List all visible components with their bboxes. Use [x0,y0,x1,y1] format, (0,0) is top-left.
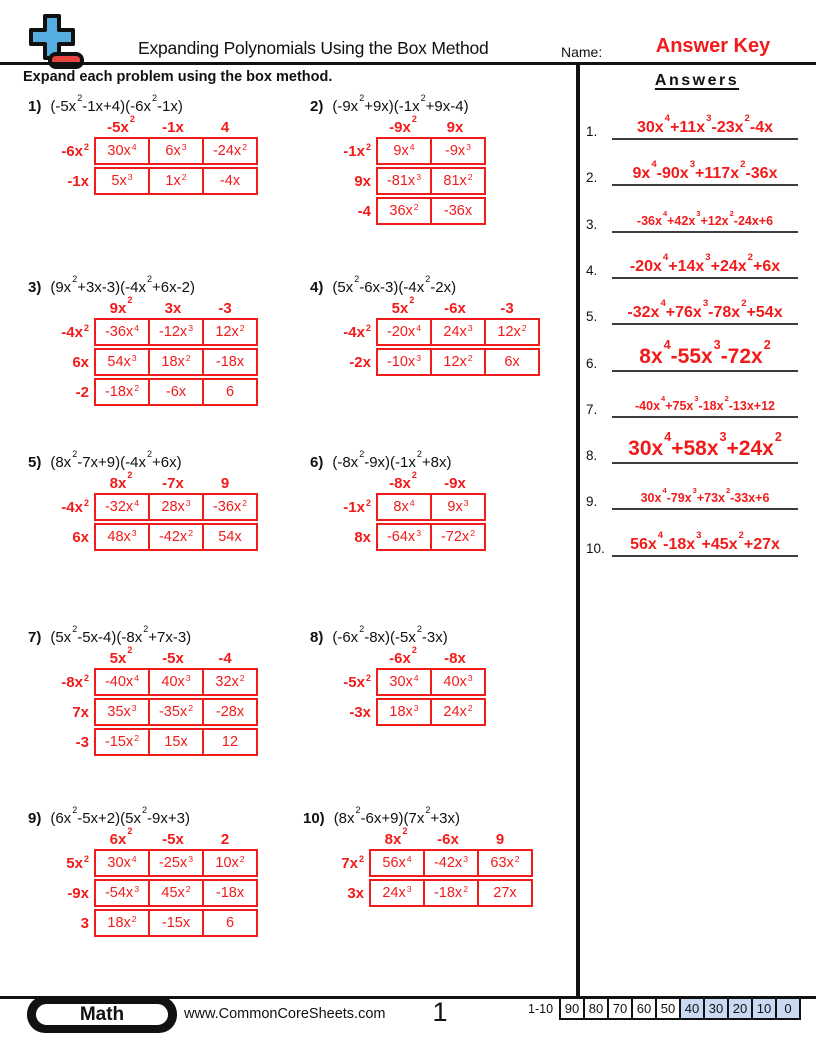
column-header: -8x [444,650,466,667]
answer-blank-line [612,113,798,140]
table-row [330,167,486,195]
box-method-table [48,113,258,195]
table-row [48,698,258,726]
score-box-70: 70 [607,997,633,1020]
product-cell: 24x $^3$ [369,879,425,907]
product-cell: 30x $^4$ [94,849,150,877]
product-cell: -81x $^3$ [376,167,432,195]
column-header: $-8x^2$ [389,469,417,492]
product-cell: -28x [202,698,258,726]
row-header: 6x [72,353,89,371]
product-cell: -72x $^2$ [430,523,486,551]
problem-statement [310,92,486,115]
product-cell: 54x $^3$ [94,348,150,376]
problem-statement [28,448,258,471]
column-header: $-6x^2$ [389,644,417,667]
product-cell: -18x $^2$ [423,879,479,907]
name-label: Name: [561,44,603,60]
product-cell: 81x $^2$ [430,167,486,195]
column-header-row [330,469,486,492]
product-cell: 24x $^2$ [430,698,486,726]
product-cell: -25x $^3$ [148,849,204,877]
answer-blank-line [612,298,798,325]
box-method-table [48,644,258,756]
product-cell: 45x $^2$ [148,879,204,907]
column-header-row [48,825,258,848]
answer-number: 7. [586,402,598,417]
score-box-50: 50 [655,997,681,1020]
corner-spacer [323,831,369,848]
problem-number: 3) [28,279,42,296]
box-method-table [330,294,540,376]
score-box-80: 80 [583,997,609,1020]
corner-spacer [330,475,376,492]
row-header: -4 [357,202,371,220]
table-row [48,378,258,406]
product-cell: 12x $^2$ [430,348,486,376]
product-cell: 6 [202,378,258,406]
row-header: -4x $^2$ [343,322,371,341]
problem-7 [28,623,258,756]
answer-value: $8x^4-55x^3-72x^2$ [639,338,771,368]
column-header: -5x [162,831,184,848]
row-header: 5x $^2$ [66,853,89,872]
problem-number: 5) [28,454,42,471]
table-row [48,137,258,165]
column-header-row [323,825,533,848]
row-header: 9x [354,172,371,190]
score-box-30: 30 [703,997,729,1020]
problem-statement [28,273,258,296]
answer-number: 8. [586,448,598,463]
column-header-row [330,294,540,317]
column-header: 9 [495,831,505,848]
problem-statement [310,448,486,471]
column-header: $5x^2$ [391,294,415,317]
column-header: -3 [218,300,232,317]
row-header: -1x [67,172,89,190]
problem-8 [310,623,486,726]
answers-heading: Answers [654,72,740,89]
problem-statement [28,804,258,827]
product-cell: -36x $^4$ [94,318,150,346]
score-range-label: 1-10 [528,1001,554,1016]
problem-number: 4) [310,279,324,296]
column-header: -1x [162,119,184,136]
problem-10 [303,804,533,907]
table-row [323,849,533,877]
table-row [330,197,486,225]
answer-value: $-40x^4+75x^3-18x^2-13x+12$ [635,394,775,413]
answer-value: $-36x^4+42x^3+12x^2-24x+6$ [636,209,774,228]
column-header: $-5x^2$ [107,113,135,136]
answer-number: 4. [586,263,598,278]
table-row [330,493,486,521]
score-box-40: 40 [679,997,705,1020]
table-row [48,318,258,346]
problem-number: 2) [310,98,324,115]
answer-10 [586,531,798,557]
corner-spacer [48,119,94,136]
table-row [48,879,258,907]
box-method-table [48,294,258,406]
answer-value: $9x^4-90x^3+117x^2-36x$ [632,159,778,182]
problem-number: 6) [310,454,324,471]
problem-number: 8) [310,629,324,646]
product-cell: -36x [430,197,486,225]
table-row [330,698,486,726]
box-method-table [330,644,486,726]
problem-statement [310,273,540,296]
table-row [48,728,258,756]
product-cell: -40x $^4$ [94,668,150,696]
product-cell: -18x $^2$ [94,378,150,406]
answer-number: 10. [586,541,605,556]
problem-6 [310,448,486,551]
problem-9 [28,804,258,937]
product-cell: 6 [202,909,258,937]
table-row [48,493,258,521]
product-cell: 12 [202,728,258,756]
column-header: -6x [444,300,466,317]
problem-expression: $(-5x^2-1x+4)(-6x^2-1x)$ [50,92,183,115]
product-cell: -24x $^2$ [202,137,258,165]
product-cell: 35x $^3$ [94,698,150,726]
column-header: $-9x^2$ [389,113,417,136]
product-cell: 30x $^4$ [376,668,432,696]
table-row [48,849,258,877]
column-header-row [330,644,486,667]
product-cell: -35x $^2$ [148,698,204,726]
answer-blank-line [612,394,798,418]
row-header: -4x $^2$ [61,322,89,341]
corner-spacer [330,300,376,317]
answer-blank-line [612,486,798,510]
corner-spacer [330,119,376,136]
score-box-10: 10 [751,997,777,1020]
product-cell: 27x [477,879,533,907]
column-header-row [48,644,258,667]
subject-badge [27,996,177,1033]
answer-blank-line [612,338,798,372]
row-header: -8x $^2$ [61,672,89,691]
answer-number: 1. [586,124,598,139]
product-cell: 6x $^3$ [148,137,204,165]
box-method-table [323,825,533,907]
product-cell: -10x $^3$ [376,348,432,376]
row-header: -1x $^2$ [343,497,371,516]
answer-4 [586,253,798,279]
row-header: 7x $^2$ [341,853,364,872]
problem-expression: $(-6x^2-8x)(-5x^2-3x)$ [332,623,448,646]
box-method-table [48,469,258,551]
row-header: -3 [75,733,89,751]
column-header: 2 [220,831,230,848]
problem-expression: $(9x^2+3x-3)(-4x^2+6x-2)$ [50,273,195,296]
answer-blank-line [612,252,798,279]
row-header: -6x $^2$ [61,141,89,160]
product-cell: -32x $^4$ [94,493,150,521]
answer-8 [586,430,798,464]
product-cell: 18x $^2$ [94,909,150,937]
product-cell: 8x $^4$ [376,493,432,521]
page-number: 1 [432,997,448,1027]
problem-number: 7) [28,629,42,646]
problem-expression: $(-8x^2-9x)(-1x^2+8x)$ [332,448,452,471]
answer-number: 9. [586,494,598,509]
table-row [48,348,258,376]
score-box-60: 60 [631,997,657,1020]
product-cell: -9x $^3$ [430,137,486,165]
product-cell: 18x $^2$ [148,348,204,376]
row-header: -5x $^2$ [343,672,371,691]
product-cell: 54x [202,523,258,551]
score-box-20: 20 [727,997,753,1020]
row-header: -9x [67,884,89,902]
answer-blank-line [612,209,798,233]
problem-4 [310,273,540,376]
column-header-row [48,294,258,317]
answer-5 [586,299,798,325]
table-row [330,668,486,696]
row-header: -2x [349,353,371,371]
table-row [330,137,486,165]
corner-spacer [48,650,94,667]
product-cell: -42x $^2$ [148,523,204,551]
column-header: -5x [162,650,184,667]
column-header-row [48,113,258,136]
row-header: 6x [72,528,89,546]
problem-expression: $(-9x^2+9x)(-1x^2+9x-4)$ [332,92,469,115]
product-cell: -15x [148,909,204,937]
table-row [48,909,258,937]
product-cell: 9x $^4$ [376,137,432,165]
table-row [323,879,533,907]
column-header: -9x [444,475,466,492]
corner-spacer [330,650,376,667]
table-row [48,167,258,195]
product-cell: 15x [148,728,204,756]
problem-1 [28,92,258,195]
score-strip [528,997,801,1020]
column-header: 3x [164,300,182,317]
answer-key-text: Answer Key [655,35,771,57]
answer-6 [586,338,798,372]
score-box-0: 0 [775,997,801,1020]
product-cell: 5x $^3$ [94,167,150,195]
answer-blank-line [612,430,798,464]
corner-spacer [48,831,94,848]
score-box-90: 90 [559,997,585,1020]
product-cell: -15x $^2$ [94,728,150,756]
problem-statement [303,804,533,827]
answer-number: 3. [586,217,598,232]
answer-number: 6. [586,356,598,371]
problem-2 [310,92,486,225]
product-cell: 18x $^3$ [376,698,432,726]
column-header: $8x^2$ [109,469,133,492]
column-header: $6x^2$ [109,825,133,848]
problem-expression: $(6x^2-5x+2)(5x^2-9x+3)$ [50,804,190,827]
problem-number: 1) [28,98,42,115]
page-title: Expanding Polynomials Using the Box Method [138,38,489,58]
product-cell: 12x $^2$ [484,318,540,346]
column-header: 9x [446,119,464,136]
product-cell: -64x $^3$ [376,523,432,551]
product-cell: -18x [202,348,258,376]
row-header: 3 [80,914,89,932]
instruction-text: Expand each problem using the box method. [23,69,333,85]
problem-3 [28,273,258,406]
product-cell: 9x $^3$ [430,493,486,521]
product-cell: 28x $^3$ [148,493,204,521]
answer-value: $30x^4-79x^3+73x^2-33x+6$ [640,486,770,505]
problem-number: 10) [303,810,325,827]
product-cell: 10x $^2$ [202,849,258,877]
row-header: -3x [349,703,371,721]
table-row [48,668,258,696]
row-header: -2 [75,383,89,401]
product-cell: 12x $^2$ [202,318,258,346]
problem-expression: $(8x^2-7x+9)(-4x^2+6x)$ [50,448,182,471]
problem-statement [28,623,258,646]
column-header: 9 [220,475,230,492]
answer-blank-line [612,159,798,186]
problem-statement [310,623,486,646]
website-text: www.CommonCoreSheets.com [184,1006,386,1022]
product-cell: -4x [202,167,258,195]
row-header: 3x [347,884,364,902]
product-cell: -36x $^2$ [202,493,258,521]
product-cell: 1x $^2$ [148,167,204,195]
problem-number: 9) [28,810,42,827]
column-header: $9x^2$ [109,294,133,317]
box-method-table [330,469,486,551]
product-cell: -18x [202,879,258,907]
score-boxes [559,997,801,1020]
problem-expression: $(5x^2-6x-3)(-4x^2-2x)$ [332,273,457,296]
answer-blank-line [612,530,798,557]
product-cell: 32x $^2$ [202,668,258,696]
table-row [48,523,258,551]
problem-statement [28,92,258,115]
problem-expression: $(5x^2-5x-4)(-8x^2+7x-3)$ [50,623,192,646]
column-header: -3 [500,300,514,317]
column-header: -4 [218,650,232,667]
column-header: -7x [162,475,184,492]
product-cell: 48x $^3$ [94,523,150,551]
answer-1 [586,114,798,140]
answer-value: $-20x^4+14x^3+24x^2+6x$ [629,252,781,275]
product-cell: 40x $^3$ [430,668,486,696]
subject-badge-label: Math [33,1001,171,1028]
problem-expression: $(8x^2-6x+9)(7x^2+3x)$ [333,804,460,827]
corner-spacer [48,300,94,317]
row-header: 7x [72,703,89,721]
answer-value: $56x^4-18x^3+45x^2+27x$ [630,530,780,553]
product-cell: -20x $^4$ [376,318,432,346]
product-cell: 30x $^4$ [94,137,150,165]
product-cell: 63x $^2$ [477,849,533,877]
column-divider [576,65,580,996]
answer-value: $30x^4+58x^3+24x^2$ [628,430,782,460]
box-method-table [48,825,258,937]
table-row [330,348,540,376]
product-cell: 36x $^2$ [376,197,432,225]
answer-number: 2. [586,170,598,185]
product-cell: -6x [148,378,204,406]
product-cell: 56x $^4$ [369,849,425,877]
header-divider-rule [0,62,816,65]
column-header: -6x [437,831,459,848]
answer-3 [586,207,798,233]
row-header: -4x $^2$ [61,497,89,516]
product-cell: 6x [484,348,540,376]
answer-9 [586,484,798,510]
answer-value: $30x^4+11x^3-23x^2-4x$ [636,113,774,136]
product-cell: -54x $^3$ [94,879,150,907]
product-cell: -12x $^3$ [148,318,204,346]
column-header-row [330,113,486,136]
answer-7 [586,392,798,418]
product-cell: -42x $^3$ [423,849,479,877]
table-row [330,318,540,346]
column-header: $5x^2$ [109,644,133,667]
row-header: 8x [354,528,371,546]
answer-2 [586,160,798,186]
problem-5 [28,448,258,551]
table-row [330,523,486,551]
product-cell: 24x $^3$ [430,318,486,346]
answer-number: 5. [586,309,598,324]
corner-spacer [48,475,94,492]
column-header: 4 [220,119,230,136]
row-header: -1x $^2$ [343,141,371,160]
product-cell: 40x $^3$ [148,668,204,696]
answer-value: $-32x^4+76x^3-78x^2+54x$ [627,298,783,321]
column-header: $8x^2$ [384,825,408,848]
box-method-table [330,113,486,225]
column-header-row [48,469,258,492]
